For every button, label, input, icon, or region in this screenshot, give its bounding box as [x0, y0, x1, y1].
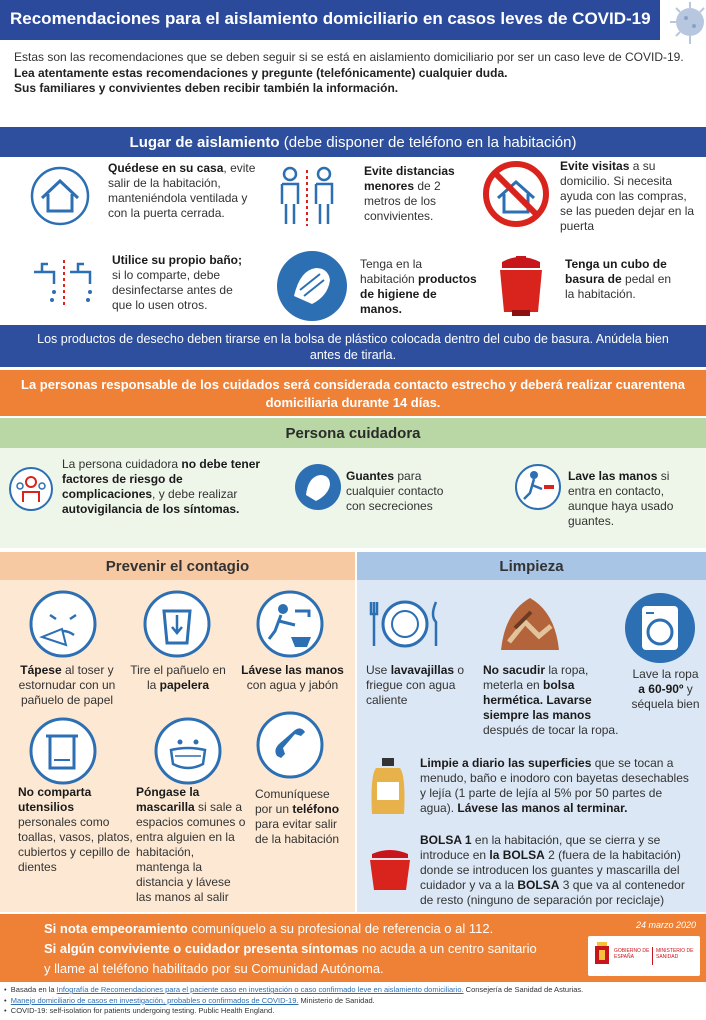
limpieza-item-4-bold: Limpie a diario las superficies [420, 756, 592, 770]
limpieza-item-4-a: que se tocan a menudo, baño e inodoro con bayetas desechables y lejía (1 parte de lejía al 5% por 50 partes de agua). [420, 756, 689, 815]
lugar-item-6-bold: Tenga un cubo de basura de [565, 257, 667, 286]
bottom-line-2-bold: Si algún conviviente o cuidador presenta síntomas [44, 941, 359, 956]
lugar-header-bold: Lugar de aislamiento [129, 134, 280, 151]
limpieza-item-5-bold: BOLSA 1 [420, 833, 472, 847]
lugar-item-2-text: de 2 metros de los convivientes. [364, 179, 441, 223]
waste-bag-bin-icon [366, 846, 414, 894]
prevenir-item-2 [126, 663, 230, 693]
date-label: 24 marzo 2020 [635, 920, 696, 930]
prevenir-item-5 [136, 785, 246, 905]
limpieza-item-5-bold3: BOLSA [517, 878, 560, 892]
lugar-item-5-a: Tenga en la habitación [360, 257, 423, 286]
lugar-item-6-text: pedal en la habitación. [565, 272, 672, 301]
logo-divider [652, 947, 653, 965]
intro-line-2: Lea atentamente estas recomendaciones y pregunte (telefónicamente) cualquier duda. [14, 65, 508, 80]
lugar-item-1 [108, 161, 268, 221]
coat-of-arms-icon [592, 942, 612, 970]
prevenir-item-2-a: Tire el pañuelo en la [130, 663, 226, 692]
cuidadora-item-1-bold: no debe tener factores de riesgo de complicaciones [62, 457, 261, 501]
gloves-icon [294, 463, 342, 511]
mask-icon [153, 716, 223, 786]
distance-people-icon [272, 164, 342, 228]
bottom-line-3: y llame al teléfono habilitado por su Comunidad Autónoma. [44, 961, 384, 976]
lugar-item-2-a: Evite distancias [364, 164, 455, 178]
intro-line-1: Estas son las recomendaciones que se deben seguir si se está en aislamiento domiciliario por ser un caso leve de COVID-19. [14, 50, 684, 64]
wash-hands-icon [514, 463, 562, 511]
intro-line-3: Sus familiares y convivientes deben recibir también la información. [14, 81, 399, 95]
limpieza-item-4 [420, 756, 696, 816]
limpieza-item-2 [483, 663, 623, 738]
limpieza-item-1 [366, 663, 474, 708]
prevenir-item-4-text: personales como toallas, vasos, platos, cubiertos y cepillo de dientes [18, 815, 133, 874]
lugar-item-4-bold: Utilice su propio baño; [112, 253, 243, 267]
ref-3-text: COVID-19: self-isolation for patients undergoing testing. Public Health England. [10, 1006, 275, 1015]
lugar-item-1-text: , evite salir de la habitación, manteniéndola ventilada y con la puerta cerrada. [108, 161, 256, 220]
limpieza-item-1-a: Use [366, 663, 391, 677]
cuidadora-item-2-text: para cualquier contacto con secreciones [346, 469, 444, 513]
prevenir-item-1-bold: Tápese [20, 663, 62, 677]
virus-icon [660, 0, 706, 48]
ref-3: • COVID-19: self-isolation for patients undergoing testing. Public Health England. [4, 1006, 275, 1015]
prevenir-item-3-text: con agua y jabón [246, 678, 339, 692]
dishes-icon [368, 596, 442, 652]
limpieza-item-5-b: 2 (fuera de la habitación) donde se introducen los guantes y mascarilla del cuidador y va a la [420, 848, 681, 892]
prevenir-header: Prevenir el contagio [0, 552, 355, 580]
lugar-item-3 [560, 159, 700, 234]
prevenir-item-6-a: Comuníquese por un [255, 787, 330, 816]
limpieza-item-3-text: y séquela bien [631, 682, 700, 711]
logo-right-text: MINISTERIO DE SANIDAD [656, 948, 694, 960]
waste-notice: Los productos de desecho deben tirarse en la bolsa de plástico colocada dentro del cubo de basura. Anúdela bien antes de tirarla. [0, 325, 706, 367]
limpieza-item-1-bold: lavavajillas [390, 663, 455, 677]
cuidadora-item-2-bold: Guantes [346, 469, 395, 483]
prevenir-item-6-bold: teléfono [292, 802, 340, 816]
prevenir-item-2-bold: papelera [159, 678, 210, 692]
lugar-item-5 [360, 257, 480, 317]
lugar-header [0, 127, 706, 157]
washing-machine-icon [624, 592, 696, 664]
ref-2: • Manejo domiciliario de casos en investigación, probables o confirmados de COVID-19. Ministerio de Sanidad. [4, 995, 375, 1005]
phone-icon [255, 710, 325, 780]
prevenir-item-4-bold: No comparta utensilios [18, 785, 92, 814]
lugar-item-6 [565, 257, 675, 302]
prevenir-item-3 [240, 663, 345, 693]
limpieza-item-3 [628, 667, 703, 712]
limpieza-item-1-text: o friegue con agua caliente [366, 663, 465, 707]
cuidadora-item-1-bold2: autovigilancia de los síntomas. [62, 502, 240, 516]
bottom-line-1 [44, 919, 584, 939]
lugar-item-3-text: a su domicilio. Si necesita ayuda con las compras, se las pueden dejar en la puerta [560, 159, 695, 233]
hand-hygiene-icon [276, 250, 348, 322]
prevenir-item-1-text: al toser y estornudar con un pañuelo de papel [18, 663, 116, 707]
house-icon [30, 166, 90, 226]
bottom-line-1-bold: Si nota empeoramiento [44, 921, 188, 936]
limpieza-item-3-a: Lave la ropa [632, 667, 699, 681]
limpieza-item-5-a: en la habitación, que se cierra y se introduce en [420, 833, 661, 862]
cuidadora-item-2 [346, 469, 466, 514]
prevenir-item-4 [18, 785, 133, 875]
bottom-line-2-text: no acuda a un centro sanitario [358, 941, 537, 956]
limpieza-item-5-c: 3 que va al contenedor de resto (ninguno de separación por reciclaje) [420, 878, 685, 907]
ref-1-link[interactable]: Infografía de Recomendaciones para el paciente caso en investigación o caso confirmado leve en aislamiento domiciliario. [56, 985, 464, 994]
limpieza-header: Limpieza [357, 552, 706, 580]
faucets-icon [30, 258, 100, 308]
intro-text [14, 50, 704, 97]
contact-banner: La personas responsable de los cuidados será considerada contacto estrecho y deberá realizar cuarentena domiciliaria durante 14 días. [0, 370, 706, 416]
no-visits-icon [482, 160, 550, 228]
limpieza-item-3-bold: a 60-90º [638, 682, 684, 696]
bottom-text [44, 919, 584, 979]
lugar-item-2 [364, 164, 474, 224]
limpieza-item-5 [420, 833, 700, 908]
cough-icon [28, 589, 98, 659]
bleach-bottle-icon [368, 756, 408, 816]
cuidadora-item-3 [568, 469, 698, 529]
limpieza-item-2-text: después de tocar la ropa. [483, 723, 619, 737]
prevenir-item-6 [255, 787, 347, 847]
prevenir-item-3-bold: Lávese las manos [241, 663, 344, 677]
prevenir-item-6-text: para evitar salir de la habitación [255, 817, 340, 846]
cuidadora-item-3-text: si entra en contacto, aunque haya usado guantes. [568, 469, 674, 528]
lugar-item-1-bold: Quédese en su casa [108, 161, 224, 175]
limpieza-item-5-bold2: la BOLSA [489, 848, 545, 862]
prevenir-item-5-bold: Póngase la mascarilla [136, 785, 200, 814]
cuidadora-item-1-a: La persona cuidadora [62, 457, 182, 471]
prevenir-item-1 [12, 663, 122, 708]
limpieza-item-2-bold2: bolsa hermética. Lavarse siempre las manos [483, 678, 592, 722]
lugar-item-2-bold: menores [364, 179, 415, 193]
ref-2-b: Ministerio de Sanidad. [298, 995, 375, 1005]
pedal-bin-icon [492, 254, 550, 320]
ref-1-b: Consejería de Sanidad de Asturias. [463, 985, 584, 994]
towel-icon [28, 716, 98, 786]
limpieza-item-4-bold2: Lávese las manos al terminar. [457, 801, 628, 815]
lugar-item-5-bold: productos de higiene de manos. [360, 272, 477, 316]
logo-left-text: GOBIERNO DE ESPAÑA [614, 948, 650, 960]
lugar-item-3-bold: Evite visitas [560, 159, 630, 173]
cuidadora-item-1-b: , y debe realizar [152, 487, 238, 501]
ref-1: • Basada en la Infografía de Recomendaciones para el paciente caso en investigación o caso confirmado leve en aislamiento domiciliario. Consejería de Sanidad de Asturias. [4, 985, 584, 994]
lugar-item-4 [112, 253, 247, 313]
caregiver-icon [8, 466, 54, 512]
bin-icon [142, 589, 212, 659]
lugar-header-rest: (debe disponer de teléfono en la habitación) [279, 134, 577, 151]
cuidadora-item-1 [62, 457, 262, 517]
prevenir-item-5-text: si sale a espacios comunes o entra alguien en la habitación, mantenga la distancia y lávese las manos al salir [136, 800, 246, 904]
handwash-icon [255, 589, 325, 659]
bottom-line-2 [44, 939, 584, 959]
cuidadora-header: Persona cuidadora [0, 418, 706, 448]
limpieza-item-2-a: la ropa, meterla en [483, 663, 589, 692]
limpieza-item-2-bold: No sacudir [483, 663, 546, 677]
references [4, 985, 704, 1017]
lugar-item-4-text: si lo comparte, debe desinfectarse antes de que lo usen otros. [112, 268, 233, 312]
cuidadora-item-3-bold: Lave las manos [568, 469, 658, 483]
laundry-pile-icon [495, 592, 565, 656]
ministry-logo [588, 936, 700, 976]
bottom-line-1-text: comuníquelo a su profesional de referencia o al 112. [187, 921, 494, 936]
ref-2-link[interactable]: Manejo domiciliario de casos en investigación, probables o confirmados de COVID-19. [10, 995, 299, 1005]
page-title: Recomendaciones para el aislamiento domiciliario en casos leves de COVID-19 [0, 0, 660, 40]
ref-1-a: Basada en la [10, 985, 57, 994]
